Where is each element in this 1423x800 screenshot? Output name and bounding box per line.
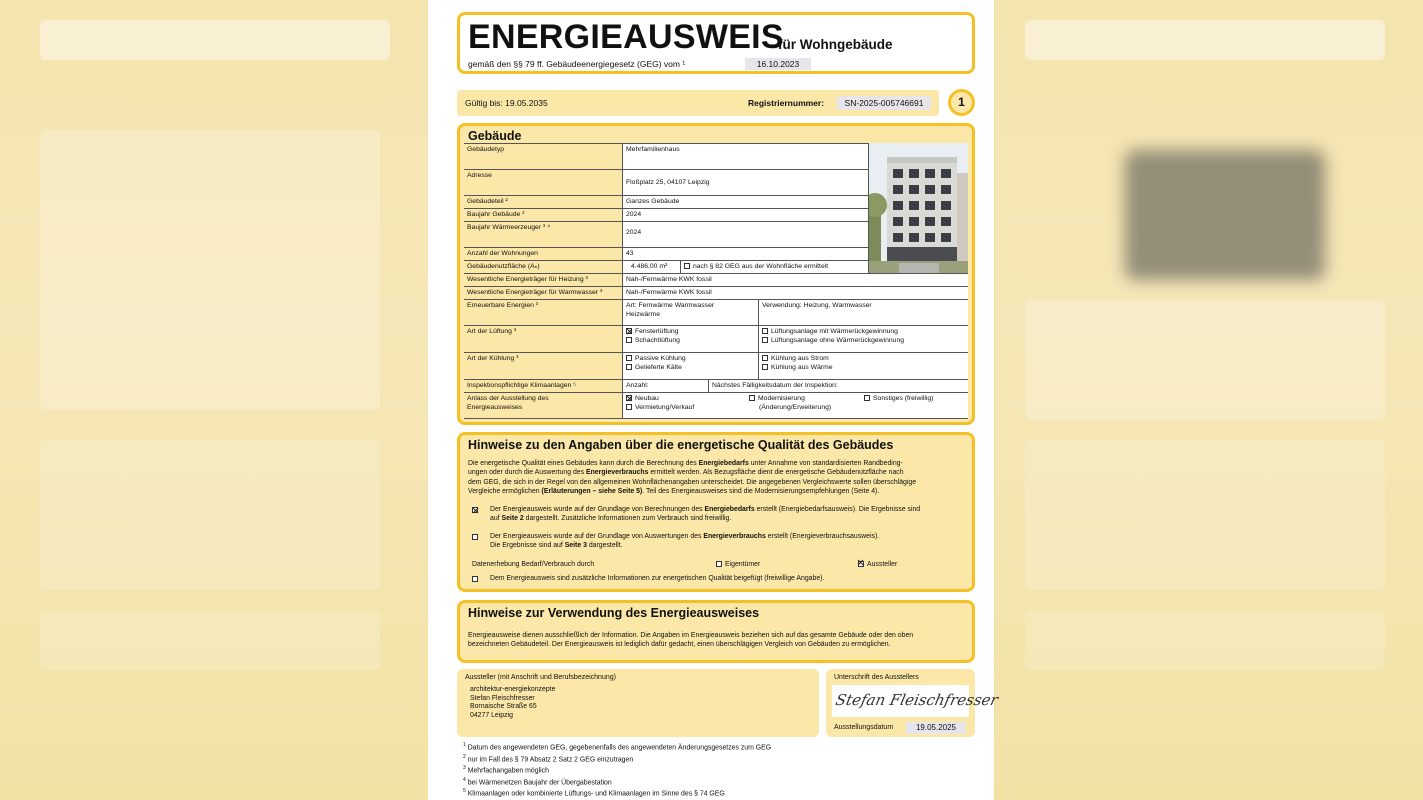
row-label: Adresse <box>464 170 622 195</box>
issuer-box <box>457 669 819 737</box>
row-label: Baujahr Wärmeerzeuger ³ ⁴ <box>464 222 622 247</box>
registration-number: SN-2025-005746691 <box>837 96 931 110</box>
checkbox-icon[interactable] <box>762 364 768 370</box>
validity-bar <box>457 90 939 116</box>
usage-notes-paragraph: Energieausweise dienen ausschließlich der Information. Die Angaben im Energieausweis beziehen sich auf das gesamte Gebäude oder den oben bezeichneten Gebäudeteil. Der Energieausweis ist lediglich dafür gedacht, einen überschlägigen Vergleich von Gebäuden zu ermöglichen. <box>468 632 914 649</box>
building-section <box>457 123 975 425</box>
cooling-options-a: Passive Kühlung Gelieferte Kälte <box>622 353 758 379</box>
row-label: Gebäudenutzfläche (Aₙ) <box>464 261 622 273</box>
usage-notes-title: Hinweise zur Verwendung des Energieausweises <box>468 606 760 620</box>
building-photo <box>868 143 968 273</box>
notes-quality-title: Hinweise zu den Angaben über die energetische Qualität des Gebäudes <box>468 438 894 452</box>
checkbox-icon[interactable] <box>684 263 690 269</box>
building-section-title: Gebäude <box>468 129 522 143</box>
checkbox-icon[interactable] <box>626 355 632 361</box>
issuer-address: architektur-energiekonzepte Stefan Fleischfresser Bornaische Straße 65 04277 Leipzig <box>470 686 556 719</box>
data-owner-option: Eigentümer <box>716 560 760 569</box>
signature-box <box>826 669 1000 737</box>
signature-label: Unterschrift des Ausstellers <box>834 674 919 681</box>
notes-quality-paragraph: Die energetische Qualität eines Gebäudes kann durch die Berechnung des Energiebedarfs unter Annahme von standardisierten Randbeding- ungen oder durch die Auswertung des Energieverbrauchs ermittelt werden. Als Bezugsfläche dient die energetische Gebäudenutzfläche nach dem GEG, die sich in der Regel von den allgemeinen Wohnflächenangaben unterscheidet. Die angegebenen Vergleichswerte sollen überschlägige Vergleiche ermöglichen (Erläuterungen – siehe Seite 5). Teil des Energieausweises sind die Modernisierungsempfehlungen (Seite 4). <box>468 460 917 495</box>
page-number-badge: 1 <box>948 89 975 116</box>
row-label: Wesentliche Energieträger für Heizung ³ <box>464 274 622 286</box>
ventilation-options-b: Lüftungsanlage mit Wärmerückgewinnung Lüftungsanlage ohne Wärmerückgewinnung <box>758 326 968 352</box>
blurred-background-left <box>0 0 428 800</box>
cooling-options-b: Kühlung aus Strom Kühlung aus Wärme <box>758 353 968 379</box>
law-reference: gemäß den §§ 79 ff. Gebäudeenergiegesetz (GEG) vom ¹ <box>468 59 686 69</box>
checkbox-icon[interactable] <box>472 534 478 540</box>
checkbox-icon[interactable] <box>626 337 632 343</box>
building-part-value: Ganzes Gebäude <box>622 196 868 208</box>
row-label: Wesentliche Energieträger für Warmwasser ³ <box>464 287 622 299</box>
row-label: Gebäudetyp <box>464 144 622 169</box>
valid-until: Gültig bis: 19.05.2035 <box>465 98 548 108</box>
law-date-field: 16.10.2023 <box>745 58 811 70</box>
checkbox-icon[interactable] <box>626 364 632 370</box>
inspection-date-field: Nächstes Fälligkeitsdatum der Inspektion: <box>708 380 968 392</box>
checkbox-checked-icon[interactable] <box>858 561 864 567</box>
heating-energy-value: Nah-/Fernwärme KWK fossil <box>622 274 968 286</box>
registration-label: Registriernummer: <box>748 98 825 108</box>
row-label: Erneuerbare Energien ³ <box>464 300 622 325</box>
renewable-type-value: Art: Fernwärme Warmwasser Heizwärme <box>622 300 758 325</box>
issue-reason-options: Neubau Vermietung/Verkauf Modernisierung (Änderung/Erweiterung) Sonstiges (freiwillig) <box>622 393 968 418</box>
blurred-background-right <box>995 0 1423 800</box>
row-label: Anzahl der Wohnungen <box>464 248 622 260</box>
address-value: Floßplatz 25, 04107 Leipzig <box>622 170 868 195</box>
checkbox-icon[interactable] <box>749 395 755 401</box>
checkbox-icon[interactable] <box>864 395 870 401</box>
issue-date-label: Ausstellungsdatum <box>834 724 894 731</box>
footnotes: $^1$ Datum des angewendeten GEG, gegebenenfalls des angewendeten Änderungsgesetzes zum GEG $^2$ nur im Fall des § 79 Absatz 2 Satz 2 GEG einzutragen $^3$ Mehrfachangaben möglich $^4$ bei Wärmenetzen Baujahr der Übergabestation $^5$ Klimaanlagen oder kombinierte Lüftungs- und Klimaanlagen im Sinne des § 74 GEG <box>463 742 772 798</box>
row-label: Art der Kühlung ³ <box>464 353 622 379</box>
notes-quality-section: Hinweise zu den Angaben über die energetische Qualität des Gebäudes Die energetische Qualität eines Gebäudes kann durch die Berechnung des Energiebedarfs unter Annahme von standardisierten Randbeding- ungen oder durch die Auswertung des Energieverbrauchs ermittelt werden. Als Bezugsfläche dient die energetische Gebäudenutzfläche nach dem GEG, die sich in der Regel von den allgemeinen Wohnflächenangaben unterscheidet. Die angegebenen Vergleichswerte sollen überschlägige Vergleiche ermöglichen (Erläuterungen – siehe Seite 5). Teil des Energieausweises sind die Modernisierungsempfehlungen (Seite 4). Der Energieausweis wurde auf der Grundlage von Berechnungen des Energiebedarfs erstellt (Energiebedarfsausweis). Die Ergebnisse sind auf Seite 2 dargestellt. Zusätzliche Informationen zum Verbrauch sind freiwillig. Der Energieausweis wurde auf der Grundlage von Auswertungen des Energieverbrauchs erstellt (Energieverbrauchsausweis). Die Ergebnisse sind auf Seite 3 dargestellt. Datenerhebung Bedarf/Verbrauch durch Eigentümer Aussteller Dem Energieausweis sind zusätzliche Informationen zur energetischen Qualität beigefügt (freiwillige Angabe). <box>457 432 975 592</box>
building-type-value: Mehrfamilienhaus <box>622 144 868 169</box>
apartment-count-value: 43 <box>622 248 868 260</box>
floor-area-value: 4.486,00 m² <box>622 261 680 273</box>
page-title: ENERGIEAUSWEIS <box>468 18 784 56</box>
checkbox-icon[interactable] <box>716 561 722 567</box>
page-subtitle: für Wohngebäude <box>778 37 893 52</box>
ventilation-options-a: Fensterlüftung Schachtlüftung <box>622 326 758 352</box>
table-row <box>464 392 968 419</box>
row-label: Gebäudeteil ² <box>464 196 622 208</box>
usage-notes-section <box>457 600 975 663</box>
checkbox-icon[interactable] <box>626 404 632 410</box>
title-box <box>457 12 975 74</box>
table-row <box>464 286 968 299</box>
ac-count-field: Anzahl: <box>622 380 708 392</box>
table-row <box>464 273 968 286</box>
floor-area-method: nach § 82 GEG aus der Wohnfläche ermittelt <box>680 261 868 273</box>
checkbox-checked-icon[interactable] <box>626 328 632 334</box>
checkbox-icon[interactable] <box>762 355 768 361</box>
row-label: Inspektionspflichtige Klimaanlagen ⁵ <box>464 380 622 392</box>
issue-date-value: 19.05.2025 <box>906 722 966 734</box>
energy-certificate-page <box>428 0 1000 800</box>
checkbox-checked-icon[interactable] <box>472 507 478 513</box>
data-collection-label: Datenerhebung Bedarf/Verbrauch durch <box>472 561 595 568</box>
table-row <box>464 325 968 352</box>
row-label: Art der Lüftung ³ <box>464 326 622 352</box>
checkbox-icon[interactable] <box>472 576 478 582</box>
handwritten-signature: Stefan Fleischfresser <box>834 691 1000 709</box>
heat-generator-year-value: 2024 <box>622 222 868 247</box>
checkbox-icon[interactable] <box>762 337 768 343</box>
row-label: Baujahr Gebäude ³ <box>464 209 622 221</box>
renewable-usage-value: Verwendung: Heizung, Warmwasser <box>758 300 968 325</box>
construction-year-value: 2024 <box>622 209 868 221</box>
issuer-label: Aussteller (mit Anschrift und Berufsbezeichnung) <box>465 674 616 681</box>
checkbox-icon[interactable] <box>762 328 768 334</box>
checkbox-checked-icon[interactable] <box>626 395 632 401</box>
table-row <box>464 379 968 392</box>
row-label: Anlass der Ausstellung des Energieausweises <box>464 393 622 418</box>
table-row <box>464 352 968 379</box>
table-row <box>464 299 968 325</box>
hot-water-energy-value: Nah-/Fernwärme KWK fossil <box>622 287 968 299</box>
data-issuer-option: Aussteller <box>858 560 897 569</box>
signature-area <box>832 685 1000 717</box>
